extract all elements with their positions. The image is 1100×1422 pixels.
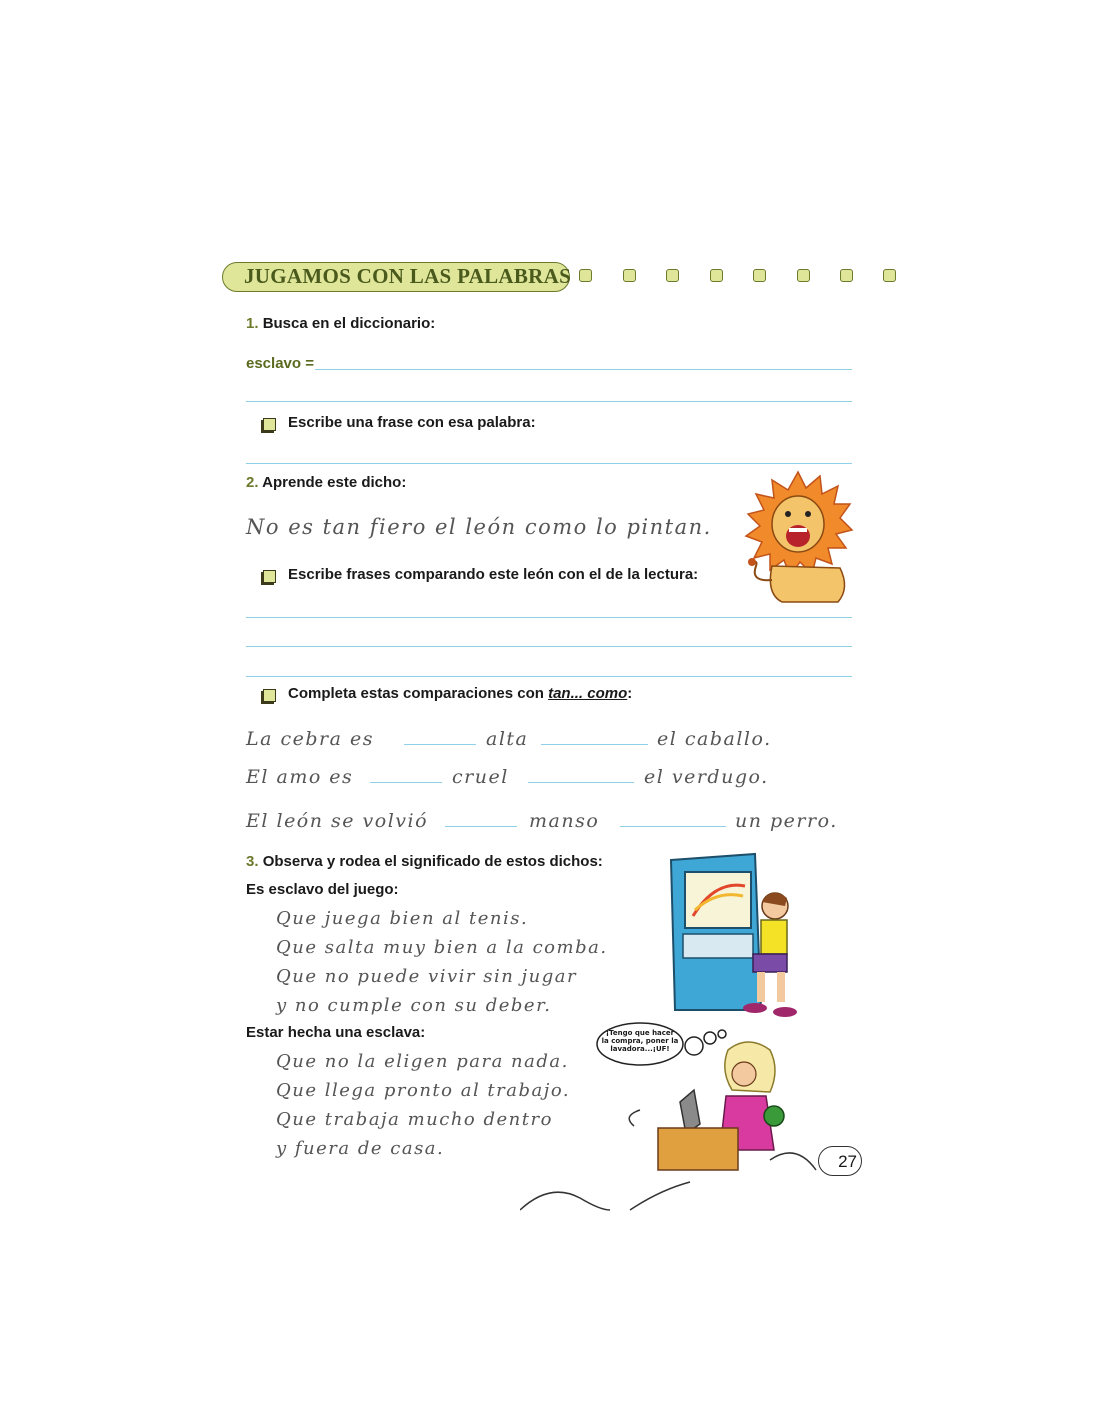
fill-blank[interactable] [404, 744, 476, 745]
decorative-square [840, 269, 853, 282]
fill-blank[interactable] [620, 826, 726, 827]
exercise-instruction: Observa y rodea el significado de estos dichos: [262, 853, 603, 870]
option-text[interactable]: y no cumple con su deber. [276, 995, 552, 1016]
decorative-square [579, 269, 592, 282]
exercise-3-heading [246, 853, 603, 870]
answer-line[interactable] [246, 646, 852, 647]
comparison-part: un perro. [735, 810, 838, 832]
exercise-2-heading [246, 474, 406, 491]
section-title: JUGAMOS CON LAS PALABRAS [244, 264, 572, 288]
saying-text: No es tan fiero el león como lo pintan. [246, 515, 712, 539]
option-text[interactable]: Que juega bien al tenis. [276, 908, 529, 929]
fill-blank[interactable] [528, 782, 634, 783]
bubble-line: la compra, poner la [601, 1037, 679, 1045]
bullet-icon [263, 570, 276, 583]
answer-line[interactable] [246, 463, 852, 464]
exercise-number: 1. [246, 315, 259, 332]
decorative-square [666, 269, 679, 282]
decorative-square [753, 269, 766, 282]
comparison-part: La cebra es [246, 728, 374, 750]
woman-computer-illustration [620, 1030, 820, 1180]
comparison-part: el verdugo. [644, 766, 769, 788]
bullet-icon [263, 689, 276, 702]
comparison-part: manso [529, 810, 600, 832]
exercise-number: 2. [246, 474, 259, 491]
lion-illustration [742, 470, 854, 608]
fill-blank[interactable] [541, 744, 648, 745]
comparison-part: El amo es [246, 766, 354, 788]
exercise-number: 3. [246, 853, 259, 870]
sub-instruction-emphasis: tan... como [548, 685, 628, 702]
bubble-line: lavadora...¡UF! [610, 1045, 670, 1053]
sub-instruction: Escribe una frase con esa palabra: [288, 414, 536, 431]
answer-line[interactable] [246, 401, 852, 402]
option-text[interactable]: Que no la eligen para nada. [276, 1051, 569, 1072]
sub-instruction [288, 685, 632, 702]
bullet-icon [263, 418, 276, 431]
answer-line[interactable] [315, 369, 852, 370]
word-label: esclavo = [246, 355, 314, 372]
answer-line[interactable] [246, 617, 852, 618]
comparison-part: el caballo. [657, 728, 772, 750]
saying-heading: Estar hecha una esclava: [246, 1024, 426, 1041]
decorative-square [797, 269, 810, 282]
fill-blank[interactable] [445, 826, 517, 827]
decorative-square [710, 269, 723, 282]
decorative-square [623, 269, 636, 282]
exercise-1-heading [246, 315, 435, 332]
cable-decoration [520, 1180, 700, 1214]
fill-blank[interactable] [370, 782, 442, 783]
saying-heading: Es esclavo del juego: [246, 881, 399, 898]
page-number: 27 [818, 1146, 862, 1176]
option-text[interactable]: Que trabaja mucho dentro [276, 1109, 553, 1130]
decorative-square [883, 269, 896, 282]
answer-line[interactable] [246, 676, 852, 677]
option-text[interactable]: Que llega pronto al trabajo. [276, 1080, 571, 1101]
sub-instruction-suffix: : [627, 685, 633, 702]
sub-instruction-prefix: Completa estas comparaciones con [288, 685, 549, 702]
comparison-part: cruel [452, 766, 509, 788]
sub-instruction: Escribe frases comparando este león con el de la lectura: [288, 566, 699, 583]
exercise-instruction: Aprende este dicho: [262, 474, 407, 491]
comparison-part: El león se volvió [246, 810, 429, 832]
arcade-game-illustration [665, 850, 805, 1020]
option-text[interactable]: Que no puede vivir sin jugar [276, 966, 578, 987]
exercise-instruction: Busca en el diccionario: [262, 315, 436, 332]
bubble-line: ¡Tengo que hacer [605, 1029, 675, 1037]
option-text[interactable]: Que salta muy bien a la comba. [276, 937, 608, 958]
option-text[interactable]: y fuera de casa. [276, 1138, 445, 1159]
comparison-part: alta [486, 728, 529, 750]
